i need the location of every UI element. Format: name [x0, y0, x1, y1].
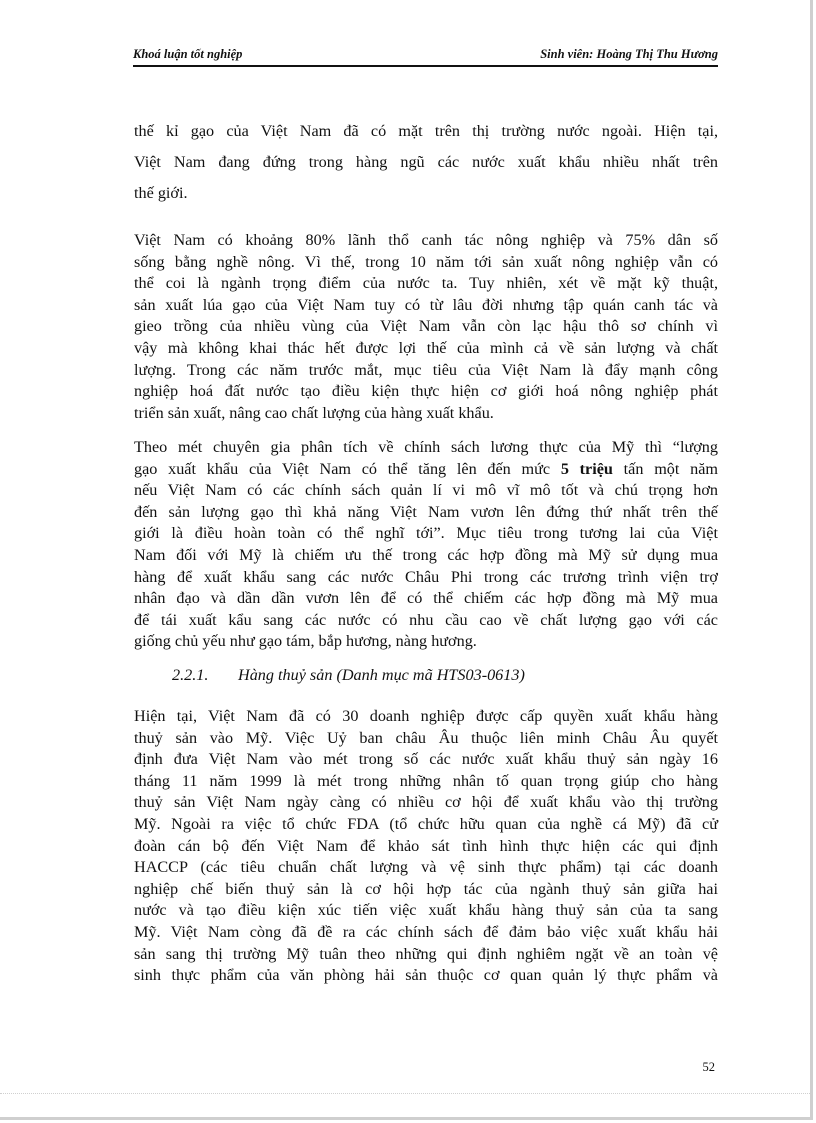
text-line: Việt Nam có khoảng 80% lãnh thổ canh tác nông nghiệp và 75% dân số	[134, 231, 718, 249]
text-line: thế giới.	[134, 184, 188, 202]
text-line: sinh thực phẩm của văn phòng hải sản thuộc cơ quan quản lý thực phẩm và	[134, 966, 718, 985]
footer-divider	[0, 1093, 812, 1094]
text-line: sản xuất lúa gạo của Việt Nam tuy có từ lâu đời nhưng tập quán canh tác và	[134, 295, 718, 314]
text-line: lượng. Trong các năm trước mắt, mục tiêu của Việt Nam là đẩy mạnh công	[134, 360, 718, 379]
text-line: đoàn cán bộ đến Việt Nam để khảo sát tình hình thực hiện các qui định	[134, 836, 718, 855]
section-number: 2.2.1.	[172, 666, 209, 684]
text-line: nếu Việt Nam có các chính sách quản lí vi mô vĩ mô tốt và chú trọng hơn	[134, 481, 718, 500]
text-segment: gạo xuất khẩu của Việt Nam có thể tăng lên đến mức	[134, 459, 561, 478]
text-line: đến sản lượng gạo thì khả năng Việt Nam vươn lên đứng thứ nhất trên thế	[134, 502, 718, 521]
text-line: thế kỉ gạo của Việt Nam đã có mặt trên thị trường nước ngoài. Hiện tại,	[134, 122, 718, 140]
section-title: Hàng thuỷ sản (Danh mục mã HTS03-0613)	[238, 666, 525, 684]
text-line: gieo trồng của nhiều vùng của Việt Nam vẫn còn lạc hậu thô sơ chính vì	[134, 317, 718, 336]
header-thesis-label: Khoá luận tốt nghiệp	[133, 47, 243, 61]
text-line: Mỹ. Việt Nam còng đã đề ra các chính sách để đảm bảo việc xuất khẩu hải	[134, 922, 718, 941]
text-line: định đưa Việt Nam vào mét trong số các nước xuất khẩu thuỷ sản ngày 16	[134, 750, 718, 769]
text-line: nhân đạo và dần dần vươn lên để có thể chiếm các hợp đồng mà Mỹ mua	[134, 589, 718, 608]
text-line: sản sang thị trường Mỹ tuân theo những qui định nghiêm ngặt về an toàn vệ	[134, 944, 718, 963]
text-line: sống bằng nghề nông. Vì thế, trong 10 năm tới sản xuất nông nghiệp vẫn có	[134, 252, 718, 271]
paragraph-expert-opinion	[134, 437, 718, 653]
text-line: Mỹ. Ngoài ra việc tổ chức FDA (tổ chức hữu quan của nghề cá Mỹ) đã cử	[134, 814, 718, 833]
text-line: giống chủ yếu như gạo tám, bắp hương, nàng hương.	[134, 632, 477, 651]
bold-figure: 5 triệu	[560, 459, 613, 478]
paragraph-rice-intro	[134, 116, 718, 209]
paragraph-agriculture	[134, 230, 718, 424]
text-line: nghiệp hoá đất nước tạo điều kiện thực hiện cơ giới hoá nông nghiệp phát	[134, 382, 718, 401]
text-line: Hiện tại, Việt Nam đã có 30 doanh nghiệp được cấp quyền xuất khẩu hàng	[134, 707, 718, 725]
text-line: triển sản xuất, nâng cao chất lượng của hàng xuất khẩu.	[134, 403, 494, 422]
text-line: thuỷ sản vào Mỹ. Việc Uỷ ban châu Âu thuộc liên minh Châu Âu quyết	[134, 728, 718, 747]
text-line-with-bold	[134, 459, 718, 481]
text-line: thể coi là ngành trọng điểm của nước ta. Tuy nhiên, xét về mặt kỹ thuật,	[134, 274, 718, 293]
text-line: giới là điều hoàn toàn có thể nghĩ tới”. Mục tiêu trong tương lai của Việt	[134, 524, 718, 543]
text-line: Nam đối với Mỹ là chiếm ưu thế trong các hợp đồng mà Mỹ sử dụng mua	[134, 545, 718, 564]
text-line: nghiệp chế biến thuỷ sản là cơ hội hợp tác của ngành thuỷ sản giữa hai	[134, 879, 718, 898]
paragraph-seafood	[134, 706, 718, 987]
text-segment: tấn một năm	[612, 459, 719, 478]
text-line: Việt Nam đang đứng trong hàng ngũ các nước xuất khẩu nhiều nhất trên	[134, 153, 718, 171]
page-header	[133, 47, 718, 67]
text-line: tháng 11 năm 1999 là mét trong những nhân tố quan trọng giúp cho hàng	[134, 771, 718, 790]
text-line: hàng để xuất khẩu sang các nước Châu Phi trong các trương trình viện trợ	[134, 567, 718, 586]
text-line: để tái xuất kẩu sang các nước có nhu cầu cao về chất lượng gạo với các	[134, 610, 718, 629]
page-number: 52	[702, 1060, 715, 1074]
text-line: vậy mà không khai thác hết được lợi thế của mình cả về sản lượng và chất	[134, 338, 718, 357]
header-student-name: Sinh viên: Hoàng Thị Thu Hương	[540, 47, 718, 61]
text-line: Theo mét chuyên gia phân tích về chính sách lương thực của Mỹ thì “lượng	[134, 438, 718, 456]
text-line: HACCP (các tiêu chuẩn chất lượng và vệ sinh thực phẩm) tại các doanh	[134, 858, 718, 877]
text-line: thuỷ sản Việt Nam ngày càng có nhiều cơ hội để xuất khẩu vào thị trường	[134, 793, 718, 812]
text-line: nước và tạo điều kiện xúc tiến việc xuất khẩu hàng thuỷ sản của ta sang	[134, 901, 718, 920]
section-heading	[172, 666, 525, 685]
